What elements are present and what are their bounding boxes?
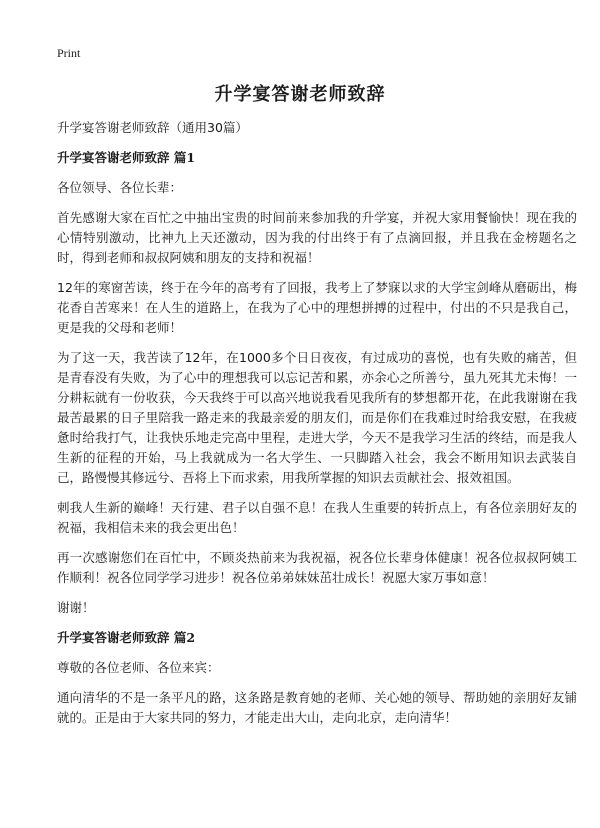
paragraph: 谢谢！ [57,600,95,615]
paragraph: 刺我人生新的巅峰！天行建、君子以自强不息！在我人生重要的转折点上，有各位亲朋好友的祝福，我相信未来的我会更出色！ [57,500,577,535]
paragraph: 首先感谢大家在百忙之中抽出宝贵的时间前来参加我的升学宴，并祝大家用餐愉快！现在我的心情特别激动，比神九上天还激动，因为我的付出终于有了点滴回报，并且我在金榜题名之时，得到老师和叔叔阿姨和朋友的支持和祝福！ [57,210,577,265]
paragraph: 再一次感谢您们在百忙中，不顾炎热前来为我祝福，祝各位长辈身体健康！祝各位叔叔阿姨工作顺利！祝各位同学学习进步！祝各位弟弟妹妹茁壮成长！祝愿大家万事如意！ [57,550,577,585]
paragraph: 尊敬的各位老师、各位来宾： [57,660,220,675]
section-heading: 升学宴答谢老师致辞 篇1 [57,150,196,165]
paragraph: 通向清华的不是一条平凡的路，这条路是教育她的老师、关心她的领导、帮助她的亲朋好友铺就的。正是由于大家共同的努力，才能走出大山，走向北京，走向清华！ [57,690,577,725]
document-body [57,118,577,738]
paragraph: 各位领导、各位长辈： [57,180,183,195]
section-heading: 升学宴答谢老师致辞 篇2 [57,630,196,645]
document-subtitle: 升学宴答谢老师致辞（通用30篇） [57,120,248,135]
paragraph: 12年的寒窗苦读，终于在今年的高考有了回报，我考上了梦寐以求的大学宝剑峰从磨砺出，梅花香自苦寒来！在人生的道路上，在我为了心中的理想拼搏的过程中，付出的不只是我自己，更是我的父母和老师！ [57,280,577,335]
page-title: 升学宴答谢老师致辞 [214,84,386,105]
print-link[interactable]: Print [57,46,81,60]
paragraph: 为了这一天，我苦读了12年，在1000多个日日夜夜，有过成功的喜悦，也有失败的痛苦，但是青春没有失败，为了心中的理想我可以忘记苦和累，亦余心之所善兮，虽九死其尤未悔！一分耕耘就有一份收获，今天我终于可以高兴地说我看见我所有的梦想都开花，在此我谢谢在我最苦最累的日子里陪我一路走来的我最亲爱的朋友们，而是你们在我难过时给我安慰，在我疲惫时给我打气，让我快乐地走完高中里程，走进大学，今天不是我学习生活的终结，而是我人生新的征程的开始，马上我就成为一名大学生、一只脚踏入社会，我会不断用知识去武装自己，路慢慢其修远兮、吾将上下而求索，用我所掌握的知识去贡献社会、报效祖国。 [57,350,577,485]
